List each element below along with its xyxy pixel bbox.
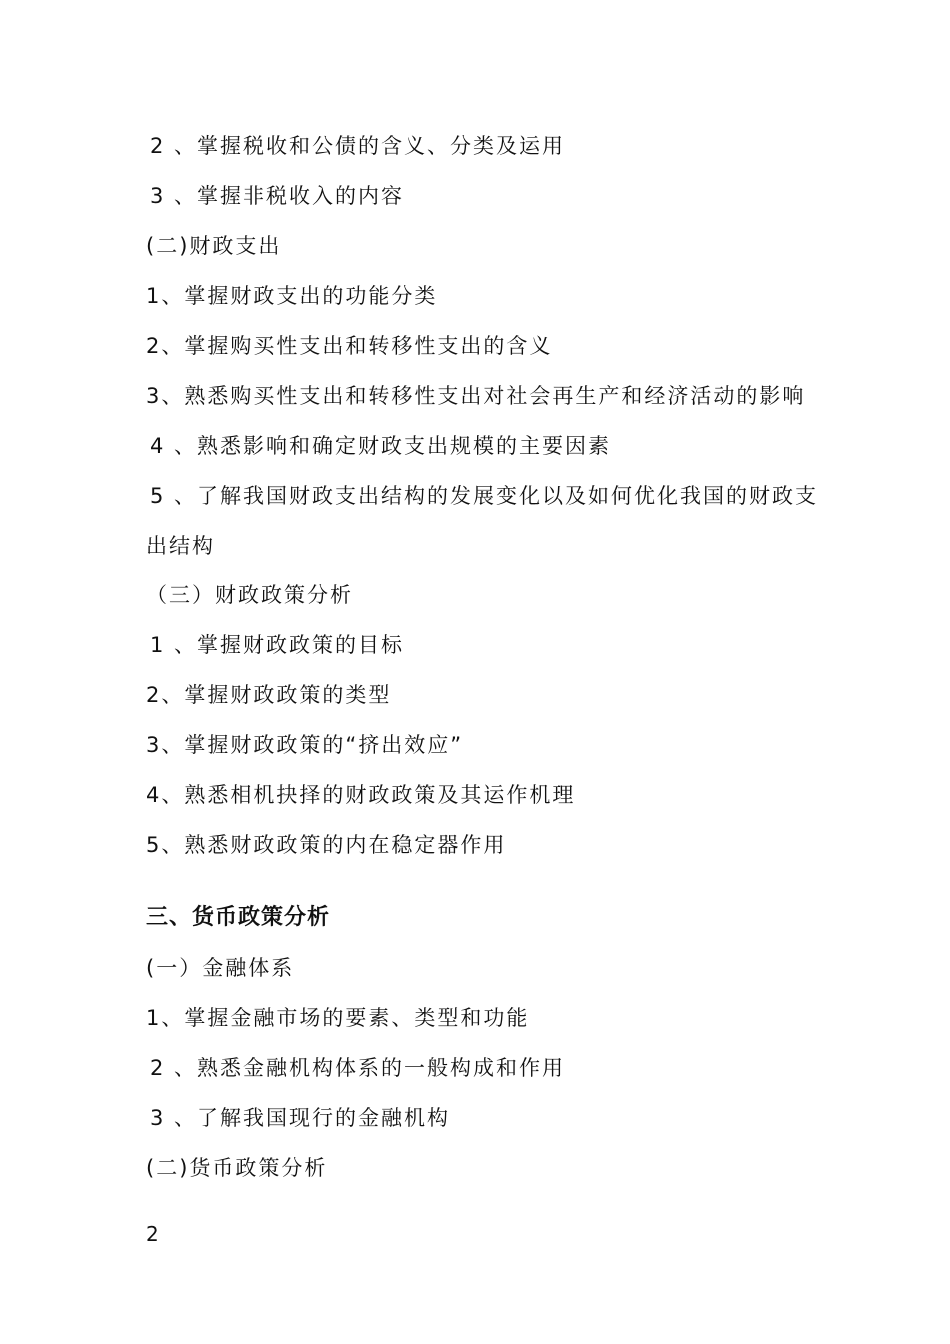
text-line: 出结构: [146, 534, 215, 558]
text-line: 2 、掌握税收和公债的含义、分类及运用: [150, 134, 566, 158]
text-line: 2、掌握财政政策的类型: [146, 683, 392, 707]
section-subheading: (二)货币政策分析: [146, 1156, 328, 1180]
section-heading: 三、货币政策分析: [146, 905, 331, 930]
text-line: 5、熟悉财政政策的内在稳定器作用: [146, 833, 507, 857]
section-subheading: (二)财政支出: [146, 234, 282, 258]
text-line: 3 、了解我国现行的金融机构: [150, 1106, 451, 1130]
text-line: 1、掌握金融市场的要素、类型和功能: [146, 1006, 530, 1030]
text-line: 4 、熟悉影响和确定财政支出规模的主要因素: [150, 434, 612, 458]
text-line: 2 、熟悉金融机构体系的一般构成和作用: [150, 1056, 566, 1080]
text-line: 2、掌握购买性支出和转移性支出的含义: [146, 334, 553, 358]
text-line: 3、熟悉购买性支出和转移性支出对社会再生产和经济活动的影响: [146, 384, 806, 408]
text-line: 1、掌握财政支出的功能分类: [146, 284, 438, 308]
section-subheading: (一）金融体系: [146, 956, 295, 980]
text-line: 5 、了解我国财政支出结构的发展变化以及如何优化我国的财政支: [150, 484, 819, 508]
text-line: 4、熟悉相机抉择的财政政策及其运作机理: [146, 783, 576, 807]
text-line: 3 、掌握非税收入的内容: [150, 184, 405, 208]
text-line: 3、掌握财政政策的“挤出效应”: [146, 733, 464, 757]
section-subheading: （三）财政政策分析: [146, 583, 353, 607]
text-line: 1 、掌握财政政策的目标: [150, 633, 405, 657]
page-number: 2: [146, 1222, 159, 1246]
